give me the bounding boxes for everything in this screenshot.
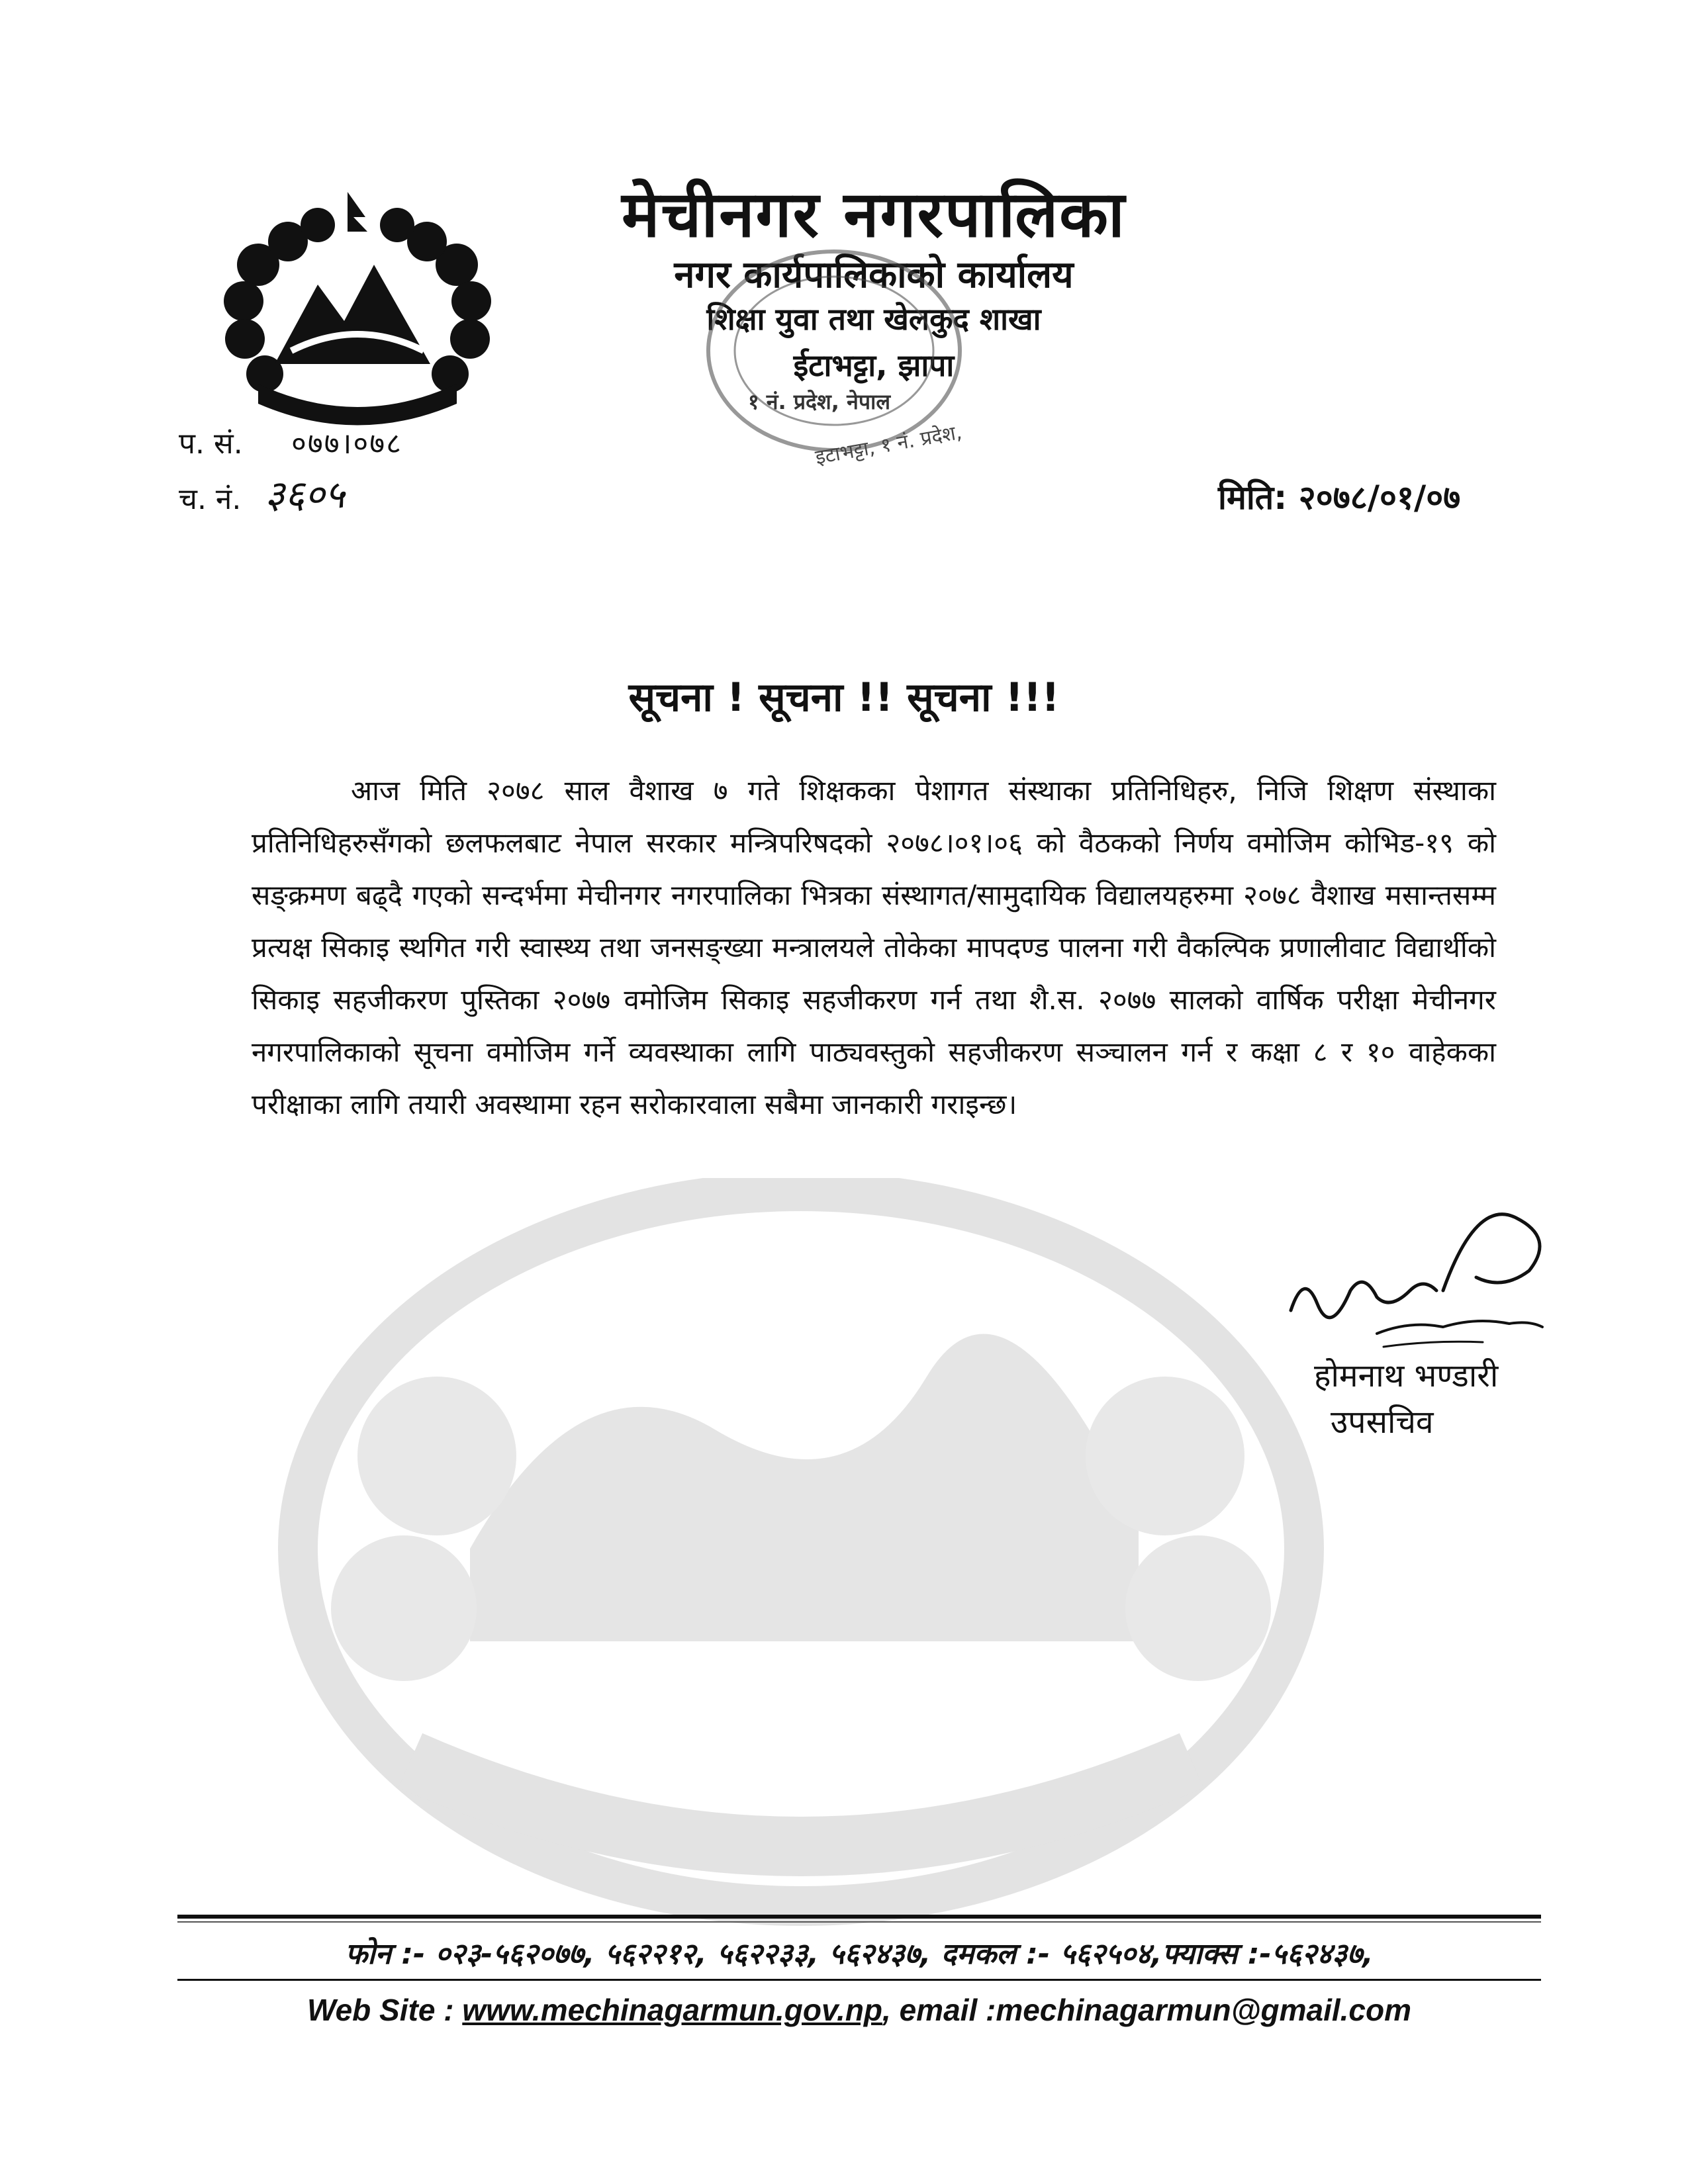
office-subtitle: नगर कार्यपालिकाको कार्यालय bbox=[674, 253, 1074, 296]
office-name: मेचीनगर नगरपालिका bbox=[622, 177, 1126, 251]
signatory-name: होमनाथ भण्डारी bbox=[1314, 1357, 1499, 1394]
website-label: Web Site : bbox=[307, 1993, 463, 2027]
notice-heading: सूचना ! सूचना !! सूचना !!! bbox=[628, 674, 1060, 721]
dispatch-label: च. नं. bbox=[179, 482, 242, 516]
footer-contact-phone: फोन :- ०२३-५६२०७७, ५६२२१२, ५६२२३३, ५६२४३७, दमकल :- ५६२५०४,फ्याक्स :-५६२४३७, bbox=[345, 1937, 1374, 1971]
watermark-emblem bbox=[238, 1178, 1364, 1972]
handwritten-signature bbox=[1278, 1191, 1569, 1363]
dispatch-number-handwritten: ३६०५ bbox=[265, 472, 345, 517]
website-link[interactable]: www.mechinagarmun.gov.np bbox=[462, 1993, 883, 2027]
footer-web-email bbox=[177, 1992, 1541, 2028]
stamp-text: १ नं. प्रदेश, नेपाल bbox=[748, 389, 891, 414]
reference-label: प. सं. bbox=[179, 427, 243, 461]
letter-date: मिति: २०७८/०१/०७ bbox=[1218, 478, 1461, 517]
office-address: ईटाभट्टा, झापा bbox=[793, 347, 955, 383]
footer-divider bbox=[177, 1915, 1541, 1919]
government-emblem-logo bbox=[212, 185, 503, 437]
office-branch: शिक्षा युवा तथा खेलकुद शाखा bbox=[706, 301, 1041, 337]
footer-divider-lower bbox=[177, 1979, 1541, 1981]
notice-body: आज मिति २०७८ साल वैशाख ७ गते शिक्षकका पेशागत संस्थाका प्रतिनिधिहरु, निजि शिक्षण संस्थाका प्रतिनिधिहरुसँगको छलफलबाट नेपाल सरकार मन्त्रिपरिषदको २०७८।०१।०६ को वैठकको निर्णय वमोजिम कोभिड-१९ को सङ्क्रमण बढ्दै गएको सन्दर्भमा मेचीनगर नगरपालिका भित्रका संस्थागत/सामुदायिक विद्यालयहरुमा २०७८ वैशाख मसान्तसम्म प्रत्यक्ष सिकाइ स्थगित गरी स्वास्थ्य तथा जनसङ्ख्या मन्त्रालयले तोकेका मापदण्ड पालना गरी वैकल्पिक प्रणालीवाट विद्यार्थीको सिकाइ सहजीकरण पुस्तिका २०७७ वमोजिम सिकाइ सहजीकरण गर्न तथा शै.स. २०७७ सालको वार्षिक परीक्षा मेचीनगर नगरपालिकाको सूचना वमोजिम गर्ने व्यवस्थाका लागि पाठ्यवस्तुको सहजीकरण सञ्चालन गर्न र कक्षा ८ र १० वाहेकका परीक्षाका लागि तयारी अवस्थामा रहन सरोकारवाला सबैमा जानकारी गराइन्छ। bbox=[252, 774, 1496, 1120]
signatory-title: उपसचिव bbox=[1331, 1404, 1434, 1441]
stamp-text-secondary: इटाभट्टा, १ नं. प्रदेश, bbox=[814, 420, 964, 470]
reference-number: ०७७।०७८ bbox=[291, 427, 402, 461]
email-text: , email :mechinagarmun@gmail.com bbox=[882, 1993, 1411, 2027]
footer-divider-thin bbox=[177, 1921, 1541, 1923]
